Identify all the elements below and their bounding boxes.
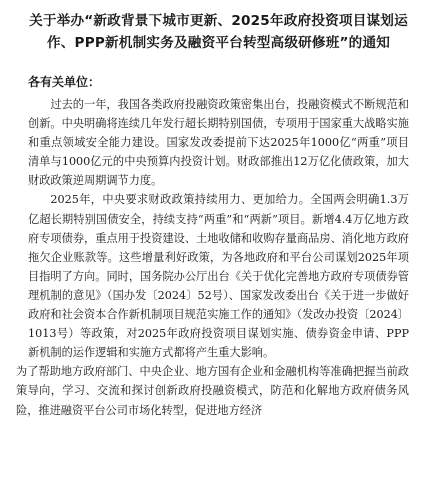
paragraph-3: 为了帮助地方政府部门、中央企业、地方国有企业和金融机构等准确把握当前政策导向，学习、交流和探讨创新政府投融资模式，防范和化解地方政府债务风险，推进融资平台公司市场化转型，促进地方经济 <box>16 365 409 417</box>
paragraph-1: 过去的一年，我国各类政府投融资政策密集出台，投融资模式不断规范和创新。中央明确将连续几年发行超长期特别国债，专项用于国家重大战略实施和重点领域安全能力建设。国家发改委提前下达2025年1000亿“两重”项目清单与1000亿元的中央预算内投资计划。财政部推出12万亿化债政策，加大财政政策逆周期调节力度。 <box>28 98 409 188</box>
salutation: 各有关单位： <box>28 75 101 89</box>
document-title: 关于举办“新政背景下城市更新、2025年政府投资项目谋划运作、PPP新机制实务及融资平台转型高级研修班”的通知 <box>29 13 408 51</box>
paragraph-2: 2025年，中央要求财政政策持续用力、更加给力。全国两会明确1.3万亿超长期特别国债安全，持续支持“两重”和“两新”项目。新增4.4万亿地方政府专项债券，重点用于投资建设、土地收储和收购存量商品房、消化地方政府拖欠企业账款等。这些增量利好政策，为各地政府和平台公司谋划2025年项目指明了方向。同时，国务院办公厅出台《关于优化完善地方政府专项债券管理机制的意见》（国办发〔2024〕52号）、国家发改委出台《关于进一步做好政府和社会资本合作新机制项目规范实施工作的通知》（发改办投资〔2024〕1013号）等政策，对2025年政府投资项目谋划实施、债券资金申请、PPP新机制的运作逻辑和实施方式都将产生重大影响。 <box>28 193 409 360</box>
